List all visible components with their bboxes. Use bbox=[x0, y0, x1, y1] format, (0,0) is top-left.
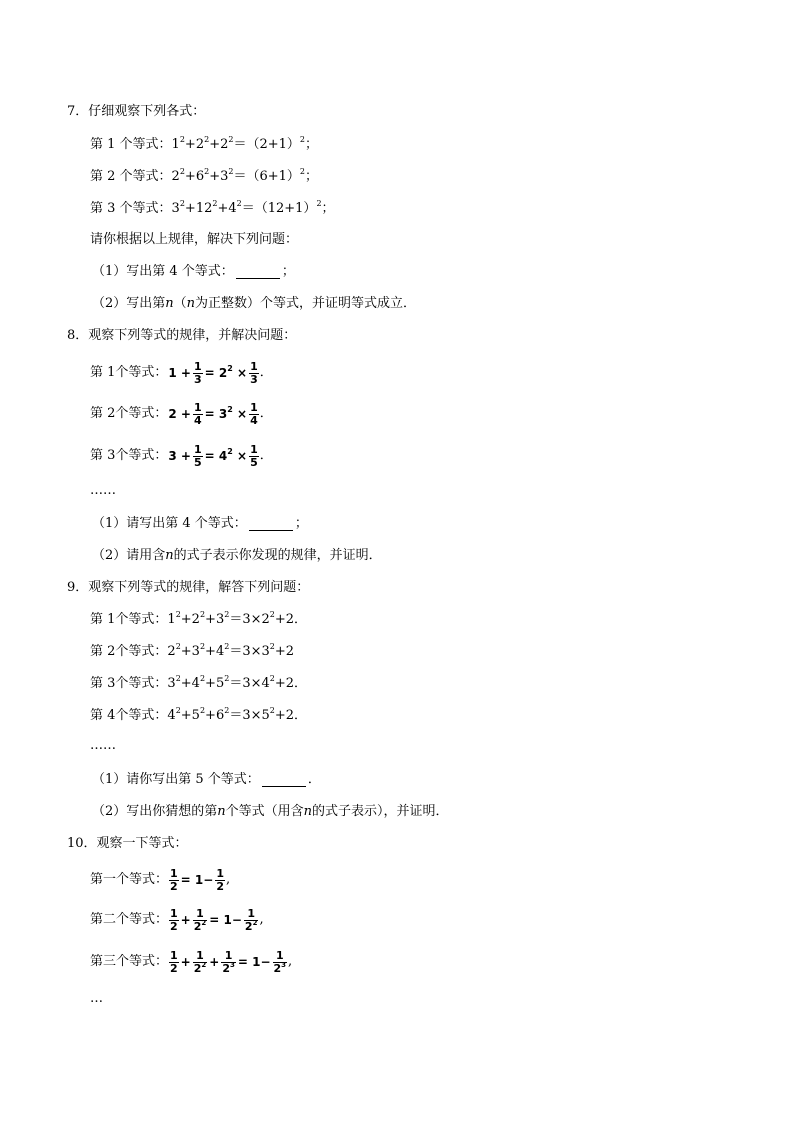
q8-sub2-a: （2）请用含 bbox=[92, 548, 166, 563]
q9-sub2-n1: n bbox=[217, 804, 226, 819]
q9-sub1 bbox=[92, 771, 321, 789]
q7-sub1-blank[interactable] bbox=[236, 266, 280, 279]
q10-eq2-label: 第二个等式： bbox=[90, 912, 169, 927]
q9-eq1-expr: $1^2+2^2+3^2=3\times 2^2+2$． bbox=[167, 610, 308, 627]
q9-eq2 bbox=[90, 643, 294, 661]
q8-sub2-b: 的式子表示你发现的规律，并证明． bbox=[173, 548, 382, 563]
q8-sub1-text: （1）请写出第 4 个等式： bbox=[92, 516, 247, 531]
q8-eq2: 第 2个等式： 2 + $\frac{1}{4}$ = $3^2$ × $\frac{1}{4}$ ． bbox=[90, 400, 273, 427]
q7-eq3-label: 第 3 个等式： bbox=[90, 201, 172, 216]
q7-eq1-label: 第 1 个等式： bbox=[90, 137, 172, 152]
q7-eq2 bbox=[90, 168, 318, 186]
q9-sub2-a: （2）写出你猜想的第 bbox=[92, 804, 218, 819]
q9-title: 9．观察下列等式的规律，解答下列问题： bbox=[67, 580, 310, 595]
q9-sub1-end: ． bbox=[307, 772, 321, 787]
q8-eq3: 第 3个等式： 3 + $\frac{1}{5}$ = $4^2$ × $\frac{1}{5}$ ． bbox=[90, 442, 273, 469]
q9-sub2-b: 个等式（用含 bbox=[225, 804, 304, 819]
q7-sub2-n2: n bbox=[186, 296, 196, 311]
q10-title: 10．观察一下等式： bbox=[67, 836, 188, 851]
q8-title: 8．观察下列等式的规律，并解决问题： bbox=[67, 328, 297, 343]
q7-eq3-expr: $3^2+12^2+4^2=(12+1)^2$； bbox=[171, 199, 335, 216]
q9-eq2-expr: $2^2+3^2+4^2=3\times 3^2+2$ bbox=[167, 642, 295, 659]
q10-eq3-label: 第三个等式： bbox=[90, 954, 169, 969]
q8-sub2-n: n bbox=[165, 548, 174, 563]
q8-eq2-label: 第 2个等式： bbox=[90, 406, 168, 421]
q9-sub1-blank[interactable] bbox=[262, 774, 306, 787]
q8-ellipsis: …… bbox=[90, 483, 116, 498]
q7-sub1-end: ； bbox=[281, 264, 295, 279]
q9-eq1-label: 第 1个等式： bbox=[90, 612, 168, 627]
q7-eq1 bbox=[90, 136, 318, 154]
q7-sub2-b: （ bbox=[173, 296, 187, 311]
q7-title: 7．仔细观察下列各式： bbox=[67, 104, 206, 119]
q7-eq1-expr: $1^2+2^2+2^2=(2+1)^2$； bbox=[171, 135, 318, 152]
q7-sub2-a: （2）写出第 bbox=[92, 296, 166, 311]
q9-eq4 bbox=[90, 707, 307, 725]
q9-eq2-label: 第 2个等式： bbox=[90, 644, 168, 659]
q9-eq1 bbox=[90, 611, 307, 629]
q7-sub2-c: 为正整数）个等式，并证明等式成立． bbox=[195, 296, 417, 311]
q7-sub1 bbox=[92, 263, 295, 281]
q7-eq2-label: 第 2 个等式： bbox=[90, 169, 172, 184]
q8-eq1: 第 1个等式： 1 + $\frac{1}{3}$ = $2^2$ × $\frac{1}{3}$ ． bbox=[90, 359, 273, 386]
q9-ellipsis: …… bbox=[90, 738, 116, 753]
q10-eq2: 第二个等式： $\frac{1}{2}$ + $\frac{1}{2^2}$ = 1− $\frac{1}{2^2}$ , bbox=[90, 906, 264, 933]
q10-eq1: 第一个等式： $\frac{1}{2}$ = 1− $\frac{1}{2}$ , bbox=[90, 866, 231, 893]
q10-eq3: 第三个等式： $\frac{1}{2}$ + $\frac{1}{2^2}$ + $\frac{1}{2^3}$ = 1− $\frac{1}{2^3}$ , bbox=[90, 948, 293, 975]
q9-eq3-label: 第 3个等式： bbox=[90, 676, 168, 691]
q7-sub2-n1: n bbox=[165, 296, 174, 311]
q7-sub2 bbox=[92, 295, 416, 313]
q8-sub2 bbox=[92, 547, 382, 565]
q9-sub2-c: 的式子表示），并证明． bbox=[312, 804, 449, 819]
q10-eq1-label: 第一个等式： bbox=[90, 872, 169, 887]
q9-eq4-expr: $4^2+5^2+6^2=3\times 5^2+2$． bbox=[167, 706, 308, 723]
q9-sub2 bbox=[92, 803, 449, 821]
q8-eq3-label: 第 3个等式： bbox=[90, 448, 168, 463]
q8-sub1 bbox=[92, 515, 308, 533]
q9-sub2-n2: n bbox=[303, 804, 313, 819]
q9-eq4-label: 第 4个等式： bbox=[90, 708, 168, 723]
q9-eq3-expr: $3^2+4^2+5^2=3\times 4^2+2$． bbox=[167, 674, 308, 691]
q8-eq1-label: 第 1个等式： bbox=[90, 365, 168, 380]
q7-sub1-text: （1）写出第 4 个等式： bbox=[92, 264, 234, 279]
q9-eq3 bbox=[90, 675, 307, 693]
q10-ellipsis: … bbox=[90, 991, 103, 1006]
q7-eq2-expr: $2^2+6^2+3^2=(6+1)^2$； bbox=[171, 167, 318, 184]
q7-eq3 bbox=[90, 200, 335, 218]
q8-sub1-end: ； bbox=[294, 516, 308, 531]
q7-prompt: 请你根据以上规律，解决下列问题： bbox=[90, 232, 299, 247]
q9-sub1-text: （1）请你写出第 5 个等式： bbox=[92, 772, 260, 787]
q8-sub1-blank[interactable] bbox=[249, 518, 293, 531]
